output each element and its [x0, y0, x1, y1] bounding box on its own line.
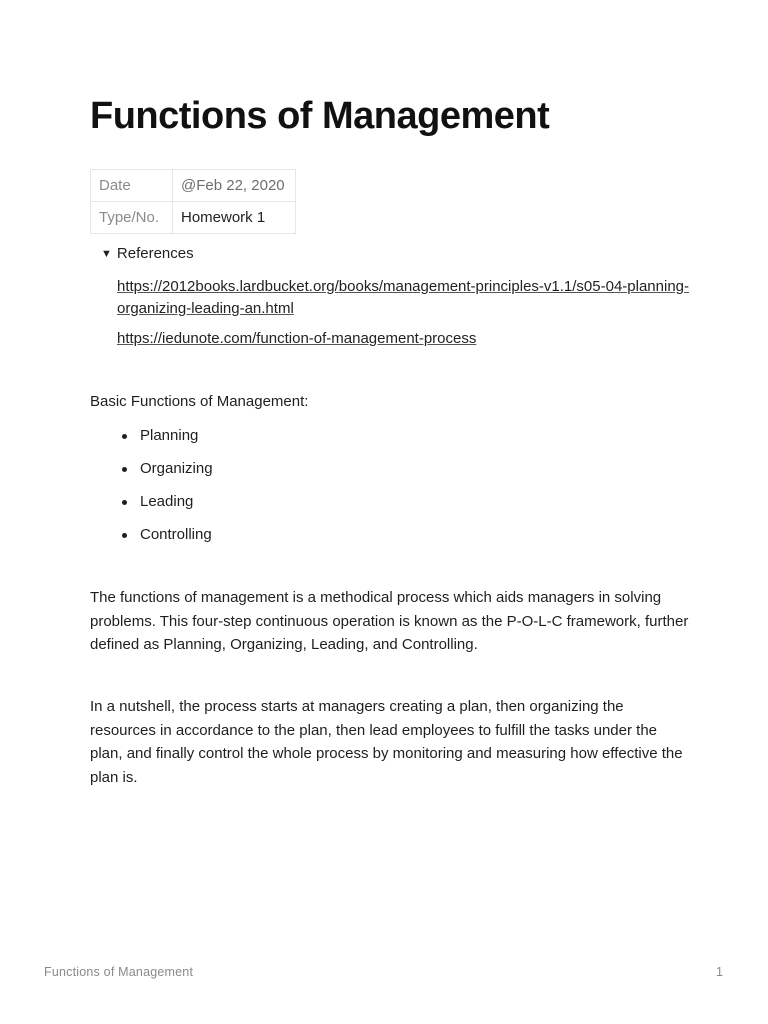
list-item-text: Planning	[140, 427, 199, 444]
property-row-date	[91, 170, 296, 202]
footer-page-number: 1	[716, 965, 723, 979]
list-item	[118, 426, 213, 459]
reference-link-lardbucket[interactable]: https://2012books.lardbucket.org/books/management-principles-v1.1/s05-04-planning-organizing-leading-an.html	[117, 278, 689, 317]
property-key-type: Type/No.	[91, 202, 173, 234]
list-item-text: Organizing	[140, 460, 213, 477]
list-item-text: Leading	[140, 493, 194, 510]
property-value-date[interactable]: @Feb 22, 2020	[173, 170, 296, 202]
page-title: Functions of Management	[90, 95, 550, 137]
bullet-icon	[122, 500, 127, 505]
toggle-arrow-down-icon[interactable]: ▼	[101, 248, 112, 260]
reference-link-iedunote[interactable]: https://iedunote.com/function-of-management-process	[117, 330, 477, 347]
paragraph-polc: The functions of management is a methodical process which aids managers in solving problems. This four-step continuous operation is known as the P-O-L-C framework, further defined as Planning, Organizing, Leading, and Controlling.	[90, 589, 689, 653]
property-key-date: Date	[91, 170, 173, 202]
bullet-icon	[122, 533, 127, 538]
references-toggle[interactable]	[101, 245, 194, 262]
basic-functions-intro: Basic Functions of Management:	[90, 393, 309, 410]
property-value-type[interactable]: Homework 1	[173, 202, 296, 234]
bullet-icon	[122, 467, 127, 472]
list-item	[118, 492, 213, 525]
list-item	[118, 525, 213, 558]
properties-table	[90, 169, 296, 234]
references-list	[117, 276, 697, 350]
functions-bullet-list	[118, 426, 213, 558]
paragraph-nutshell: In a nutshell, the process starts at managers creating a plan, then organizing the resources in accordance to the plan, then lead employees to fulfill the tasks under the plan, and finally control the whole process by monitoring and measuring how effective the plan is.	[90, 698, 683, 786]
references-toggle-label: References	[116, 245, 194, 262]
property-row-type	[91, 202, 296, 234]
list-item	[118, 459, 213, 492]
footer-title: Functions of Management	[44, 965, 194, 979]
list-item-text: Controlling	[140, 526, 212, 543]
bullet-icon	[122, 434, 127, 439]
